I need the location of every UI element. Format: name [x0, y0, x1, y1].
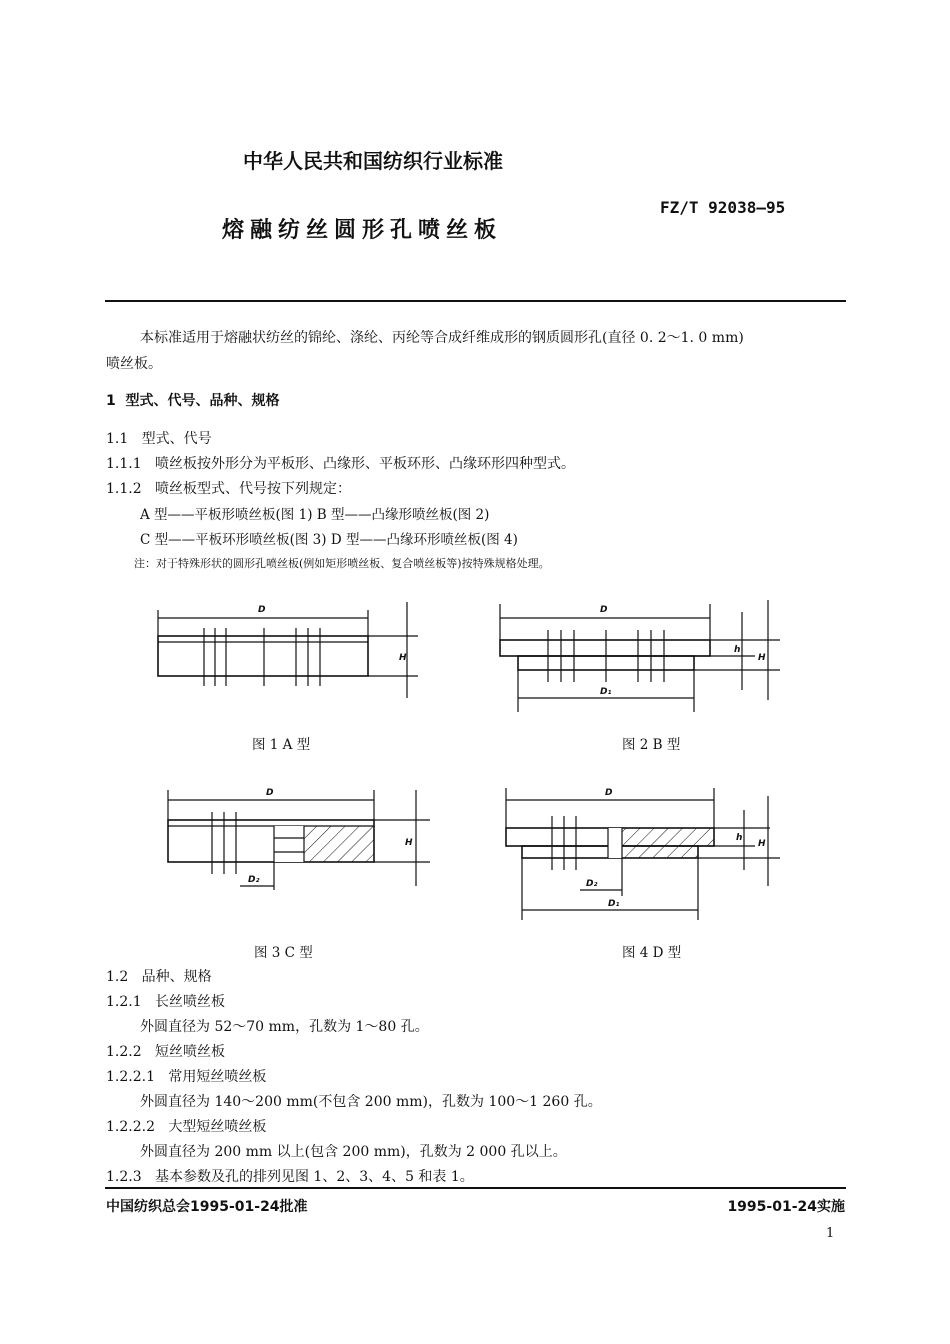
section-title: 大型短丝喷丝板 [168, 1119, 267, 1135]
section-1-2-2-2-text: 外圆直径为 200 mm 以上(包含 200 mm)，孔数为 2 000 孔以上。 [140, 1144, 567, 1160]
section-number: 1.1 [106, 431, 129, 447]
section-1-1-heading [106, 428, 212, 448]
standard-code: FZ/T 92038—95 [660, 198, 786, 217]
figure-1-caption: 图 1 A 型 [252, 737, 311, 753]
section-title: 型式、代号 [141, 431, 212, 447]
section-number: 1.2.2.1 [106, 1069, 155, 1085]
section-1-2-3 [106, 1166, 474, 1186]
figure-4-caption: 图 4 D 型 [622, 945, 682, 961]
figure-2-caption: 图 2 B 型 [622, 737, 681, 753]
dim-label-D-fig3: D [266, 788, 274, 798]
section-text: 基本参数及孔的排列见图 1、2、3、4、5 和表 1。 [154, 1169, 474, 1185]
section-text: 喷丝板型式、代号按下列规定： [154, 481, 351, 497]
section-number: 1.1.1 [106, 456, 142, 472]
approval-date: 中国纺织总会1995-01-24批准 [106, 1199, 308, 1215]
figure-4-drawing [506, 788, 780, 920]
dim-label-D-fig4: D [605, 788, 613, 798]
dim-label-D2-fig3: D₂ [248, 875, 260, 885]
section-title: 短丝喷丝板 [154, 1044, 225, 1060]
section-1-2-2-2-heading [106, 1116, 266, 1136]
section-number: 1.2.1 [106, 994, 142, 1010]
figure-3-drawing [168, 790, 430, 890]
section-1-1-2 [106, 478, 351, 498]
section-title: 品种、规格 [141, 969, 212, 985]
dim-label-D1-fig2: D₁ [600, 687, 612, 697]
section-1-2-heading [106, 966, 212, 986]
dim-label-D2-fig4: D₂ [586, 879, 598, 889]
header-rule [105, 300, 846, 302]
dim-label-h-fig4: h [736, 833, 743, 843]
type-list-row-2: C 型——平板环形喷丝板(图 3) D 型——凸缘环形喷丝板(图 4) [140, 532, 518, 548]
section-number: 1.2 [106, 969, 129, 985]
section-title: 常用短丝喷丝板 [168, 1069, 267, 1085]
figure-1-drawing [158, 602, 418, 698]
page-number: 1 [826, 1226, 835, 1241]
dim-label-H-fig4: H [758, 839, 766, 849]
footer-rule [105, 1187, 846, 1189]
section-text: 喷丝板按外形分为平板形、凸缘形、平板环形、凸缘环形四种型式。 [154, 456, 575, 472]
dim-label-h-fig2: h [734, 645, 741, 655]
section-1-2-1-heading [106, 991, 225, 1011]
section-title: 长丝喷丝板 [154, 994, 225, 1010]
effective-date: 1995-01-24实施 [727, 1199, 845, 1215]
dim-label-H-fig3: H [405, 838, 413, 848]
intro-line-1: 本标准适用于熔融状纺丝的锦纶、涤纶、丙纶等合成纤维成形的钢质圆形孔(直径 0. 2～1. 0 mm) [140, 330, 744, 346]
section-number: 1 [106, 393, 116, 409]
figure-2-drawing [500, 600, 780, 712]
dim-label-H-fig1: H [399, 653, 407, 663]
section-number: 1.2.2 [106, 1044, 142, 1060]
type-list-row-1: A 型——平板形喷丝板(图 1) B 型——凸缘形喷丝板(图 2) [140, 507, 490, 523]
figures-drawing [100, 590, 800, 930]
figure-3-caption: 图 3 C 型 [254, 945, 313, 961]
section-1-2-2-heading [106, 1041, 225, 1061]
dim-label-D-fig1: D [258, 605, 266, 615]
section-number: 1.2.3 [106, 1169, 142, 1185]
section-1-2-2-1-heading [106, 1066, 266, 1086]
dim-label-D1-fig4: D₁ [608, 899, 620, 909]
section-1-2-1-text: 外圆直径为 52～70 mm，孔数为 1～80 孔。 [140, 1019, 429, 1035]
section-number: 1.2.2.2 [106, 1119, 155, 1135]
section-title: 型式、代号、品种、规格 [125, 393, 280, 409]
section-1-1-1 [106, 453, 575, 473]
note: 注：对于特殊形状的圆形孔喷丝板(例如矩形喷丝板、复合喷丝板等)按特殊规格处理。 [134, 557, 550, 570]
section-1-heading [106, 390, 280, 410]
intro-line-2: 喷丝板。 [106, 356, 162, 372]
page-title: 熔融纺丝圆形孔喷丝板 [222, 218, 503, 243]
issuing-org: 中华人民共和国纺织行业标准 [243, 149, 503, 173]
dim-label-H-fig2: H [758, 653, 766, 663]
dim-label-D-fig2: D [600, 605, 608, 615]
section-1-2-2-1-text: 外圆直径为 140～200 mm(不包含 200 mm)，孔数为 100～1 260 孔。 [140, 1094, 602, 1110]
section-number: 1.1.2 [106, 481, 142, 497]
